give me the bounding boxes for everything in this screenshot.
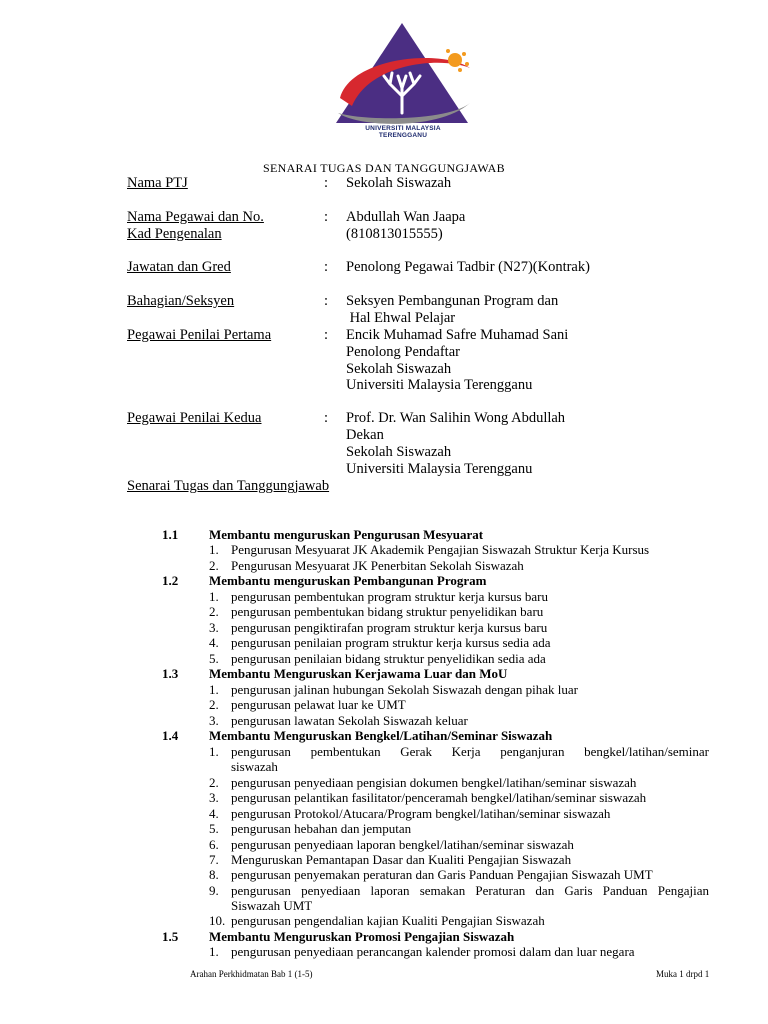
item-number: 1.: [209, 589, 219, 604]
item-text: pengurusan jalinan hubungan Sekolah Siswazah dengan pihak luar: [231, 682, 578, 697]
colon: :: [324, 209, 329, 225]
item-number: 2.: [209, 604, 219, 619]
item-text: pengurusan pembentukan bidang struktur penyelidikan baru: [231, 604, 544, 619]
item-number: 1.: [209, 682, 219, 697]
task-title: Membantu menguruskan Pengurusan Mesyuarat: [209, 527, 484, 542]
section-heading: Senarai Tugas dan Tanggungjawab: [127, 478, 330, 494]
item-text: Menguruskan Pemantapan Dasar dan Kualiti Pengajian Siswazah: [231, 852, 572, 867]
ptj-label: Nama PTJ: [127, 175, 188, 191]
task-number: 1.1: [162, 527, 179, 542]
colon: :: [324, 259, 329, 275]
item-text: pengurusan penyediaan pengisian dokumen bengkel/latihan/seminar siswazah: [231, 775, 637, 790]
item-number: 1.: [209, 542, 219, 557]
ppp-value-line: Encik Muhamad Safre Muhamad Sani: [346, 327, 569, 343]
ppp-value-line: Sekolah Siswazah: [346, 361, 452, 377]
item-text: Siswazah UMT: [231, 898, 313, 913]
item-number: 2.: [209, 558, 219, 573]
item-number: 4.: [209, 806, 219, 821]
item-text: pengurusan pengendalian kajian Kualiti Pengajian Siswazah: [231, 913, 545, 928]
task-number: 1.5: [162, 929, 179, 944]
item-number: 5.: [209, 821, 219, 836]
item-text: Pengurusan Mesyuarat JK Penerbitan Sekolah Siswazah: [231, 558, 524, 573]
pegawai-label-1: Nama Pegawai dan No.: [127, 209, 264, 225]
ppp-label: Pegawai Penilai Pertama: [127, 327, 272, 343]
item-text: pengurusan penyemakan peraturan dan Garis Panduan Pengajian Siswazah UMT: [231, 867, 653, 882]
item-number: 1.: [209, 944, 219, 959]
item-number: 4.: [209, 635, 219, 650]
pegawai-value-1: Abdullah Wan Jaapa: [346, 209, 466, 225]
item-text: Pengurusan Mesyuarat JK Akademik Pengajian Siswazah Struktur Kerja Kursus: [231, 542, 650, 557]
item-number: 10.: [209, 913, 226, 928]
footer-right: Muka 1 drpd 1: [656, 969, 710, 979]
colon: :: [324, 410, 329, 426]
university-logo: [330, 18, 475, 136]
item-number: 7.: [209, 852, 219, 867]
item-text: pengurusan pelantikan fasilitator/penceramah bengkel/latihan/seminar siswazah: [231, 790, 647, 805]
ppk-value-line: Prof. Dr. Wan Salihin Wong Abdullah: [346, 410, 566, 426]
item-text: pengurusan penyediaan laporan semakan Peraturan dan Garis Panduan Pengajian: [231, 883, 709, 898]
ppk-label: Pegawai Penilai Kedua: [127, 410, 262, 426]
ppp-value-line: Universiti Malaysia Terengganu: [346, 377, 533, 393]
item-number: 8.: [209, 867, 219, 882]
logo-sun: [448, 53, 462, 67]
item-number: 2.: [209, 697, 219, 712]
item-text: pengurusan penyediaan perancangan kalender promosi dalam dan luar negara: [231, 944, 635, 959]
item-number: 9.: [209, 883, 219, 898]
item-number: 1.: [209, 744, 219, 759]
bahagian-value-2: Hal Ehwal Pelajar: [346, 310, 456, 326]
item-text: pengurusan penilaian bidang struktur penyelidikan sedia ada: [231, 651, 546, 666]
jawatan-label: Jawatan dan Gred: [127, 259, 231, 275]
logo-text: UNIVERSITI MALAYSIA TERENGGANU: [365, 125, 441, 139]
task-title: Membantu menguruskan Pembangunan Program: [209, 573, 487, 588]
item-number: 3.: [209, 620, 219, 635]
ppk-value-line: Universiti Malaysia Terengganu: [346, 461, 533, 477]
item-text: pengurusan Protokol/Atucara/Program bengkel/latihan/seminar siswazah: [231, 806, 611, 821]
task-title: Membantu Menguruskan Kerjawama Luar dan MoU: [209, 666, 508, 681]
item-text: pengurusan pelawat luar ke UMT: [231, 697, 406, 712]
ppk-value-line: Sekolah Siswazah: [346, 444, 452, 460]
footer-left: Arahan Perkhidmatan Bab 1 (1-5): [190, 969, 313, 979]
pegawai-label-2: Kad Pengenalan: [127, 226, 222, 242]
item-text: pengurusan penilaian program struktur kerja kursus sedia ada: [231, 635, 551, 650]
item-number: 6.: [209, 837, 219, 852]
item-text: pengurusan pembentukan Gerak Kerja penganjuran bengkel/latihan/seminar: [231, 744, 709, 759]
task-title: Membantu Menguruskan Promosi Pengajian Siswazah: [209, 929, 515, 944]
task-title: Membantu Menguruskan Bengkel/Latihan/Seminar Siswazah: [209, 728, 553, 743]
ptj-value: Sekolah Siswazah: [346, 175, 452, 191]
item-number: 2.: [209, 775, 219, 790]
item-number: 5.: [209, 651, 219, 666]
colon: :: [324, 327, 329, 343]
item-number: 3.: [209, 790, 219, 805]
item-text: pengurusan pembentukan program struktur kerja kursus baru: [231, 589, 548, 604]
item-text: siswazah: [231, 759, 278, 774]
bahagian-label: Bahagian/Seksyen: [127, 293, 235, 309]
task-number: 1.3: [162, 666, 179, 681]
task-number: 1.2: [162, 573, 179, 588]
item-number: 3.: [209, 713, 219, 728]
colon: :: [324, 175, 329, 191]
ppk-value-line: Dekan: [346, 427, 384, 443]
ppp-value-line: Penolong Pendaftar: [346, 344, 460, 360]
colon: :: [324, 293, 329, 309]
item-text: pengurusan penyediaan laporan bengkel/latihan/seminar siswazah: [231, 837, 574, 852]
item-text: pengurusan lawatan Sekolah Siswazah keluar: [231, 713, 468, 728]
item-text: pengurusan hebahan dan jemputan: [231, 821, 412, 836]
item-text: pengurusan pengiktirafan program struktur kerja kursus baru: [231, 620, 548, 635]
jawatan-value: Penolong Pegawai Tadbir (N27)(Kontrak): [346, 259, 590, 275]
pegawai-value-2: (810813015555): [346, 226, 443, 242]
bahagian-value-1: Seksyen Pembangunan Program dan: [346, 293, 559, 309]
document-title: SENARAI TUGAS DAN TANGGUNGJAWAB: [263, 161, 505, 175]
task-number: 1.4: [162, 728, 179, 743]
